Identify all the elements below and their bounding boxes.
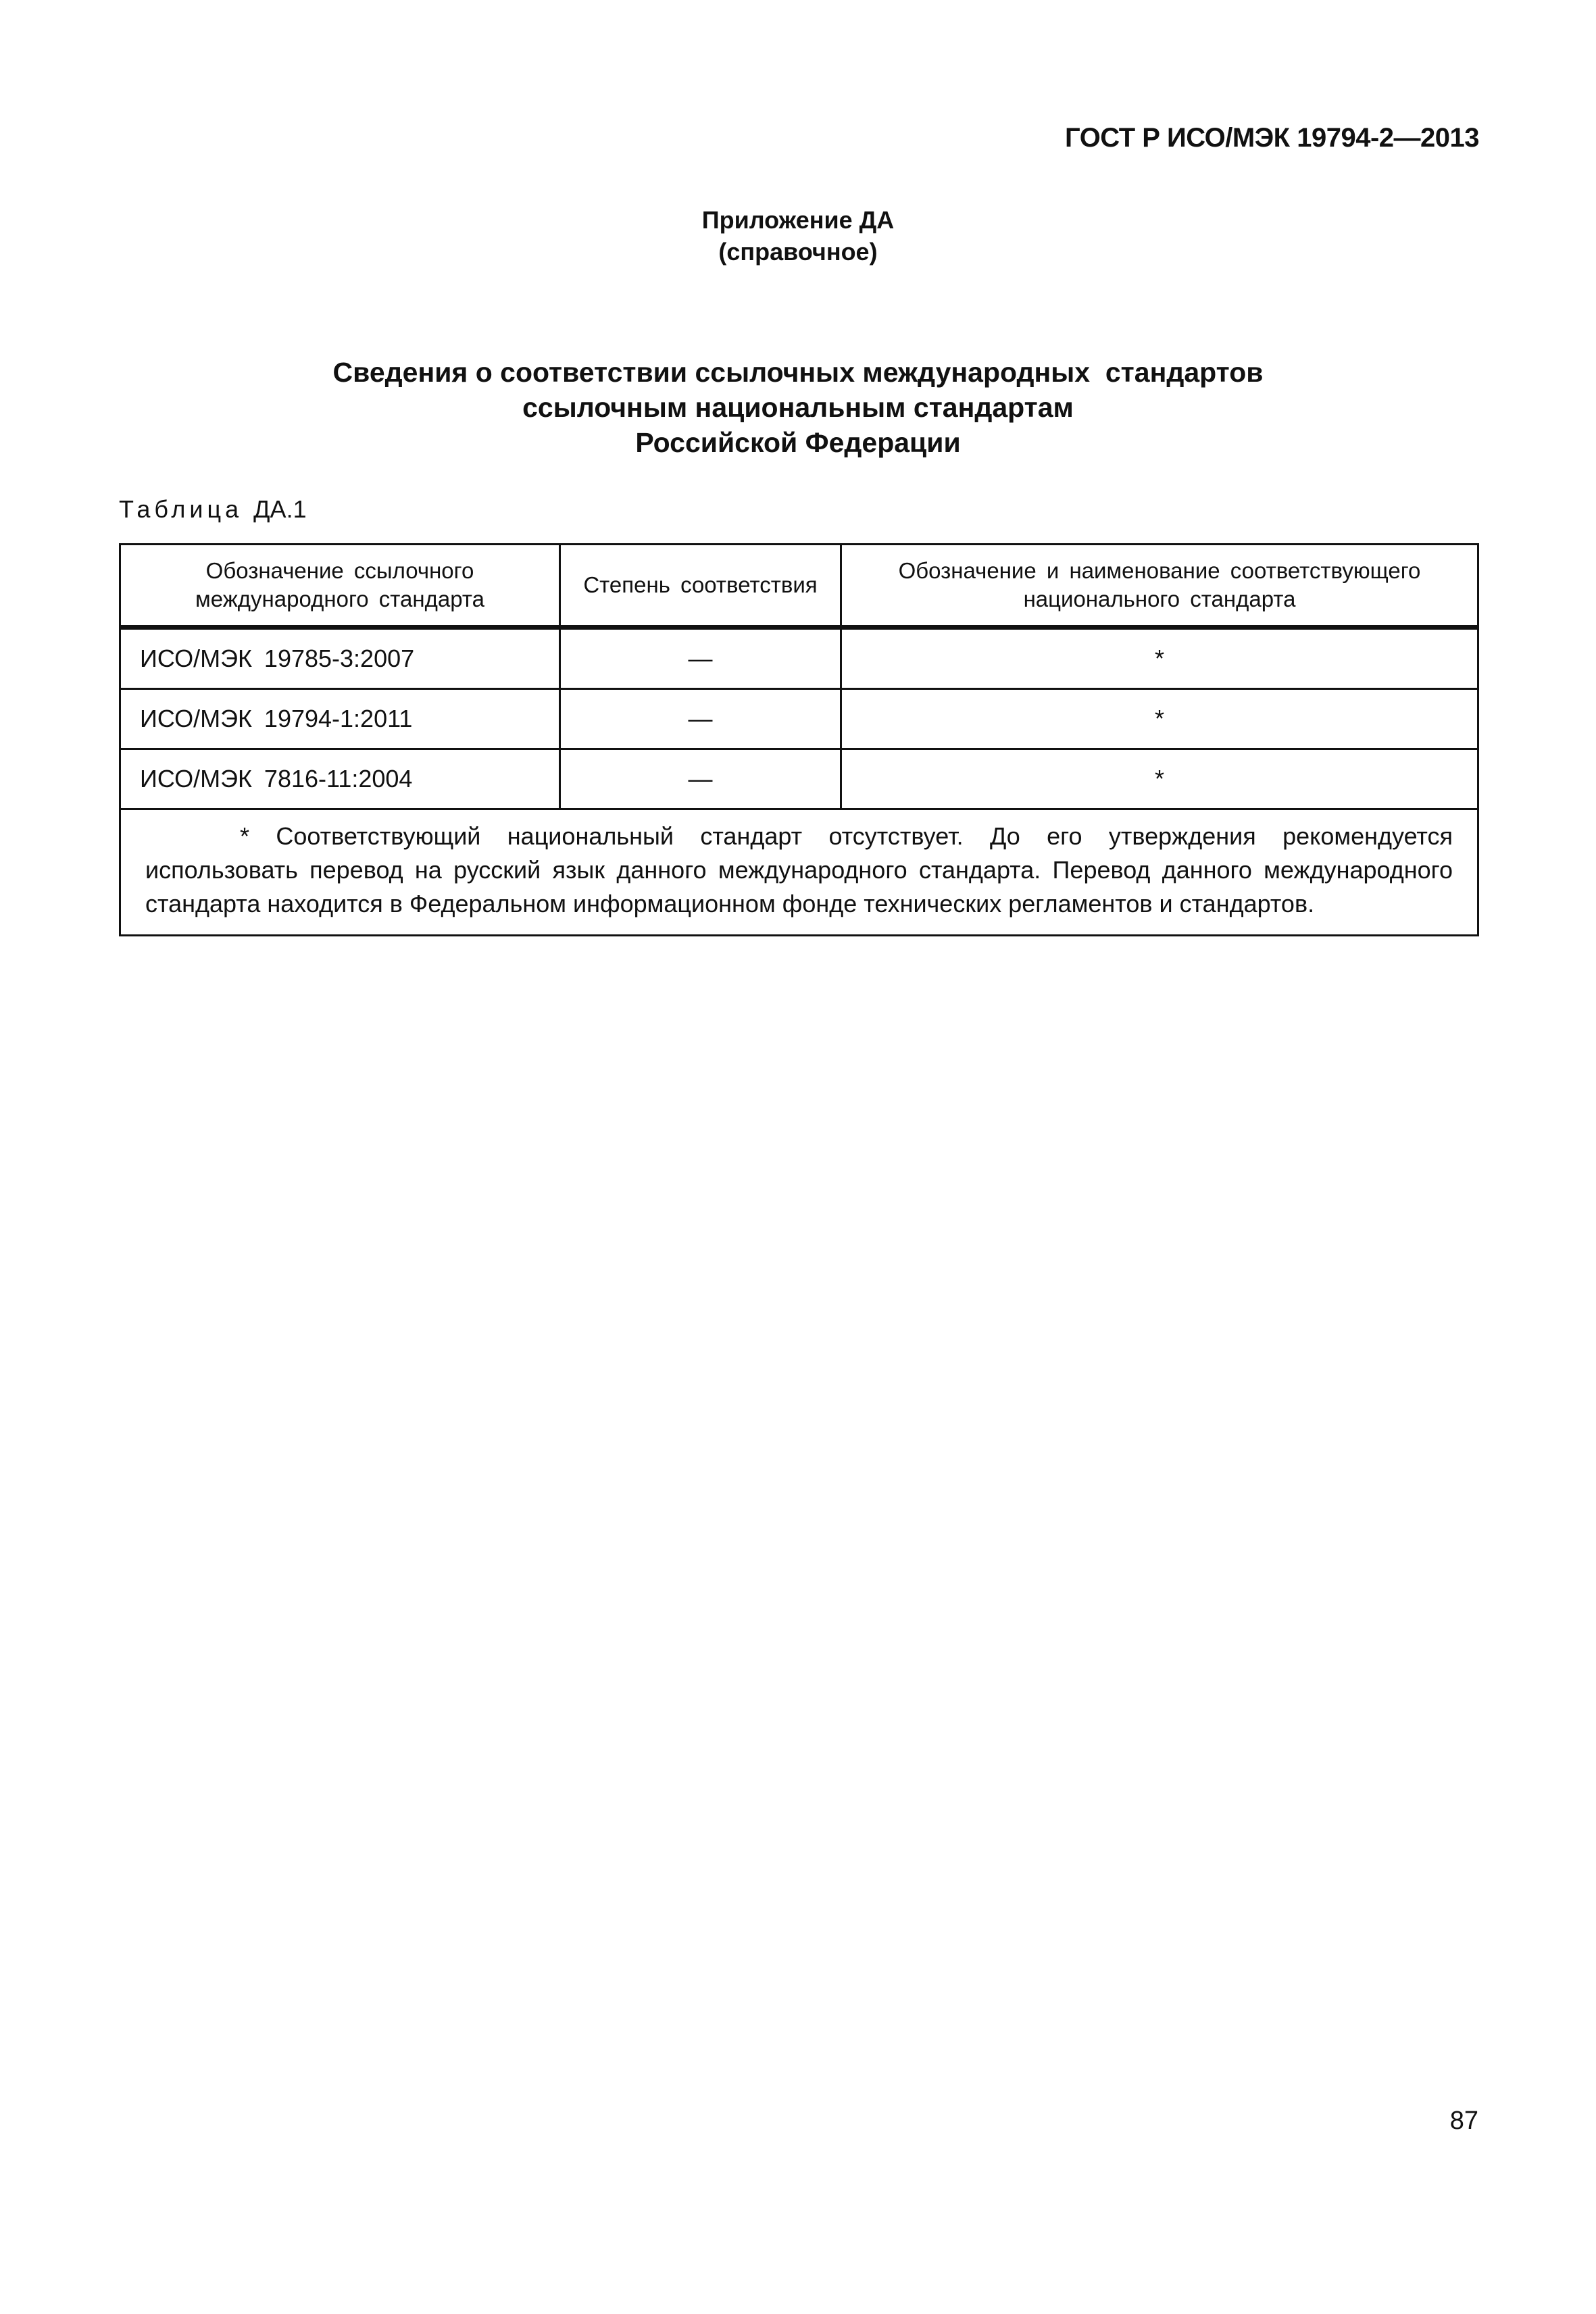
table-caption-number: ДА.1 (253, 495, 307, 523)
degree-cell: — (560, 749, 841, 809)
column-header-degree: Степень соответствия (560, 545, 841, 628)
section-title (0, 355, 1596, 460)
appendix-label: Приложение ДА (701, 206, 895, 234)
table-footnote: * Соответствующий национальный стандарт отсутствует. До его утверждения рекомендуется использовать перевод на русский язык данного международного стандарта. Перевод данного международного стандарта находится в Федеральном информационном фонде технических регламентов и стандартов. (120, 809, 1478, 936)
appendix-heading (0, 204, 1596, 268)
table-caption (119, 495, 307, 524)
table-row (120, 628, 1478, 689)
standards-correspondence-table (119, 543, 1479, 936)
intl-standard-cell: ИСО/МЭК 7816-11:2004 (120, 749, 560, 809)
degree-cell: — (560, 628, 841, 689)
intl-standard-cell: ИСО/МЭК 19785-3:2007 (120, 628, 560, 689)
standard-code-header: ГОСТ Р ИСО/МЭК 19794-2—2013 (1065, 123, 1479, 153)
national-standard-cell: * (841, 749, 1478, 809)
appendix-type: (справочное) (718, 238, 878, 266)
table-footnote-row (120, 809, 1478, 936)
section-title-line-3: Российской Федерации (635, 427, 961, 458)
section-title-line-2: ссылочным национальным стандартам (522, 392, 1074, 423)
degree-cell: — (560, 689, 841, 749)
table-row (120, 749, 1478, 809)
national-standard-cell: * (841, 689, 1478, 749)
table-header-row (120, 545, 1478, 628)
intl-standard-cell: ИСО/МЭК 19794-1:2011 (120, 689, 560, 749)
column-header-national-standard: Обозначение и наименование соответствующего национального стандарта (841, 545, 1478, 628)
table-caption-prefix: Таблица (119, 495, 243, 523)
section-title-line-1: Сведения о соответствии ссылочных международных стандартов (332, 357, 1264, 388)
national-standard-cell: * (841, 628, 1478, 689)
column-header-intl-standard: Обозначение ссылочного международного стандарта (120, 545, 560, 628)
page-number: 87 (1449, 2107, 1478, 2135)
table-row (120, 689, 1478, 749)
